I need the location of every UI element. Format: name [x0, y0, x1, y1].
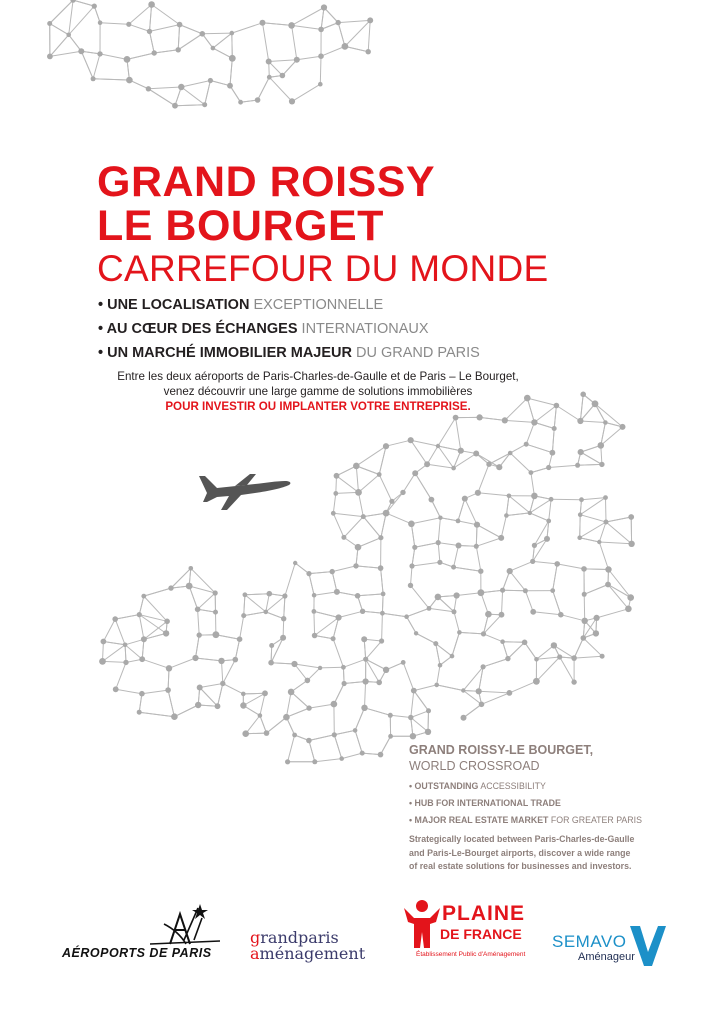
title-subtitle: CARREFOUR DU MONDE	[97, 248, 549, 289]
semavo-name: SEMAVO	[552, 932, 627, 951]
pdf-line-1: PLAINE	[442, 902, 526, 925]
plaine-de-france-figure-icon	[402, 898, 442, 950]
gpa-line-1: grandparis	[250, 928, 339, 947]
intro-line-1: Entre les deux aéroports de Paris-Charles-de-Gaulle et de Paris – Le Bourget,	[117, 370, 519, 383]
english-summary	[409, 742, 709, 874]
english-subheading: WORLD CROSSROAD	[409, 759, 540, 773]
semavo-tagline: Aménageur	[578, 951, 635, 963]
semavo-logo	[550, 922, 670, 972]
semavo-v-icon	[630, 922, 666, 966]
english-points-list	[409, 778, 709, 829]
pdf-line-3: Établissement Public d'Aménagement	[416, 951, 526, 958]
english-heading: GRAND ROISSY-LE BOURGET,	[409, 743, 594, 757]
english-description: Strategically located between Paris-Charles-de-Gaulle and Paris-Le-Bourget airports, discover a wide range of real estate solutions for businesses and investors.	[409, 834, 635, 871]
intro-line-2: venez découvrir une large gamme de solutions immobilières	[163, 385, 473, 398]
list-item: • UNE LOCALISATION EXCEPTIONNELLE	[98, 297, 384, 313]
gpa-line-2: aménagement	[250, 944, 366, 963]
list-item: • UN MARCHÉ IMMOBILIER MAJEUR DU GRAND PARIS	[98, 345, 480, 361]
intro-paragraph	[98, 369, 538, 414]
key-points-list	[98, 293, 480, 365]
list-item: • MAJOR REAL ESTATE MARKET FOR GREATER PARIS	[409, 815, 642, 825]
page-title	[97, 160, 548, 290]
intro-call-to-action: POUR INVESTIR OU IMPLANTER VOTRE ENTREPRISE.	[165, 400, 471, 413]
title-line-1: GRAND ROISSY	[97, 158, 436, 206]
grandparis-amenagement-logo	[250, 930, 390, 970]
adp-logo-text: AÉROPORTS DE PARIS	[62, 946, 212, 960]
aeroports-de-paris-logo	[62, 900, 222, 970]
airplane-icon	[195, 466, 295, 512]
list-item: • AU CŒUR DES ÉCHANGES INTERNATIONAUX	[98, 321, 429, 337]
list-item: • HUB FOR INTERNATIONAL TRADE	[409, 798, 561, 808]
adp-logo-icon	[150, 900, 222, 948]
pdf-line-2: DE FRANCE	[440, 926, 522, 942]
title-line-2: LE BOURGET	[97, 202, 384, 250]
plaine-de-france-logo	[402, 898, 532, 968]
list-item: • OUTSTANDING ACCESSIBILITY	[409, 781, 546, 791]
